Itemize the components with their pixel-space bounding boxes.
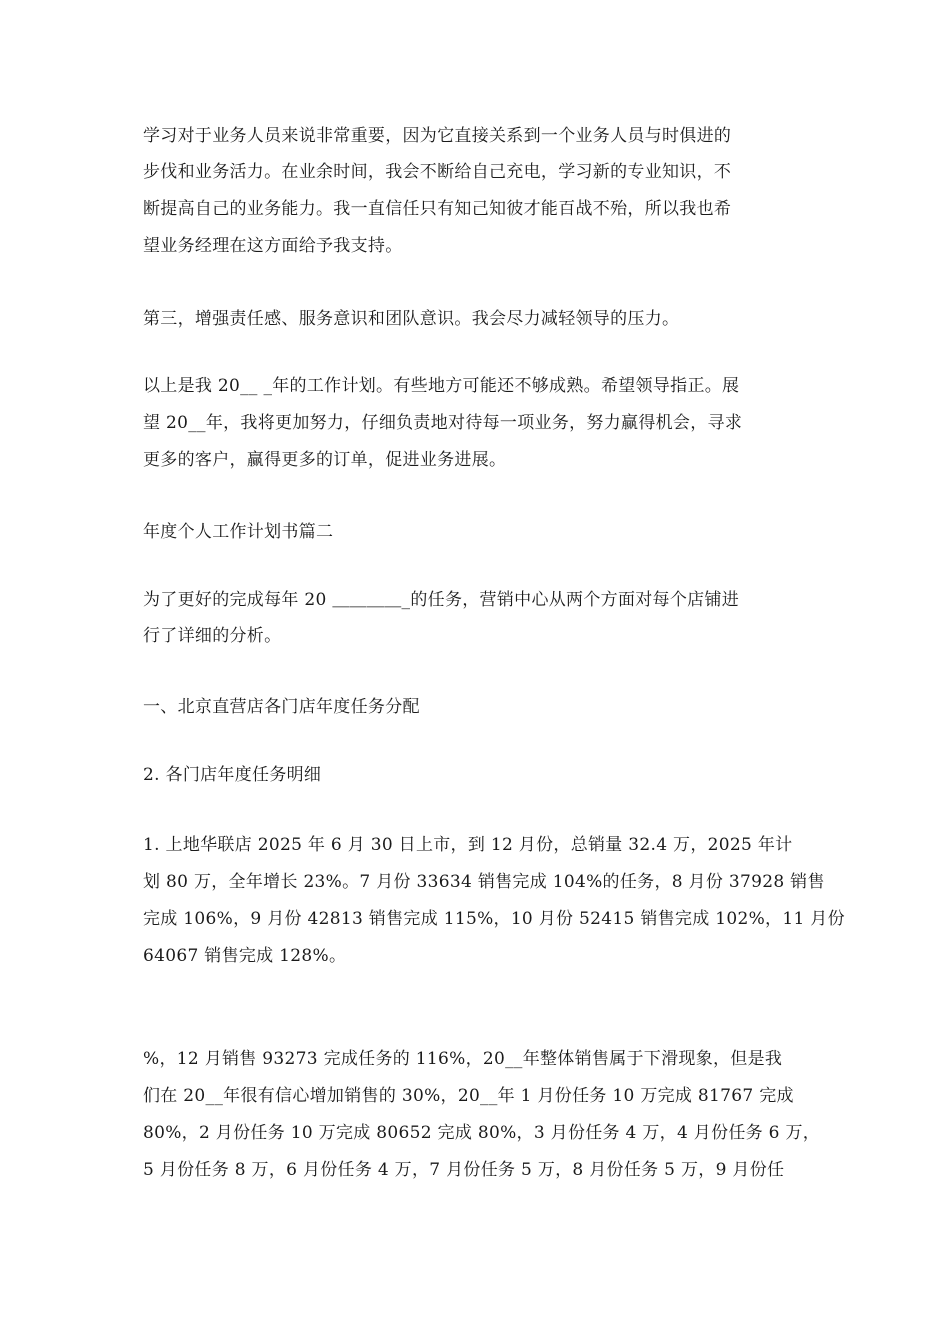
text-line: 完成 106%，9 月份 42813 销售完成 115%，10 月份 52415 销售完成 102%，11 月份 (143, 909, 845, 929)
text-line: 们在 20__年很有信心增加销售的 30%，20__年 1 月份任务 10 万完成 81767 完成 (143, 1086, 794, 1106)
text-line: 64067 销售完成 128%。 (143, 946, 347, 966)
text-line: %，12 月销售 93273 完成任务的 116%，20__年整体销售属于下滑现象，但是我 (143, 1049, 783, 1069)
text-line: 为了更好的完成每年 20 ＿＿＿＿_的任务，营销中心从两个方面对每个店铺进 (143, 590, 740, 610)
text-line: 步伐和业务活力。在业余时间，我会不断给自己充电，学习新的专业知识，不 (143, 162, 732, 182)
text-line: 1. 上地华联店 2025 年 6 月 30 日上市，到 12 月份，总销量 32.4 万，2025 年计 (143, 835, 793, 855)
text-line: 一、北京直营店各门店年度任务分配 (143, 697, 420, 717)
text-line: 划 80 万，全年增长 23%。7 月份 33634 销售完成 104%的任务，8 月份 37928 销售 (143, 872, 825, 892)
text-line: 行了详细的分析。 (143, 626, 282, 646)
text-line: 学习对于业务人员来说非常重要，因为它直接关系到一个业务人员与时俱进的 (143, 126, 732, 146)
text-line: 第三，增强责任感、服务意识和团队意识。我会尽力减轻领导的压力。 (143, 309, 680, 329)
text-line: 5 月份任务 8 万，6 月份任务 4 万，7 月份任务 5 万，8 月份任务 5 万，9 月份任 (143, 1160, 785, 1180)
text-line: 80%，2 月份任务 10 万完成 80652 完成 80%，3 月份任务 4 万，4 月份任务 6 万， (143, 1123, 821, 1143)
text-line: 更多的客户，赢得更多的订单，促进业务进展。 (143, 450, 507, 470)
section-heading: 年度个人工作计划书篇二 (143, 522, 334, 542)
text-line: 断提高自己的业务能力。我一直信任只有知己知彼才能百战不殆，所以我也希 (143, 199, 732, 219)
text-line: 望业务经理在这方面给予我支持。 (143, 236, 403, 256)
text-line: 以上是我 20__ _年的工作计划。有些地方可能还不够成熟。希望领导指正。展 (143, 376, 740, 396)
text-line: 望 20__年，我将更加努力，仔细负责地对待每一项业务，努力赢得机会，寻求 (143, 413, 743, 433)
text-line: 2. 各门店年度任务明细 (143, 765, 322, 785)
